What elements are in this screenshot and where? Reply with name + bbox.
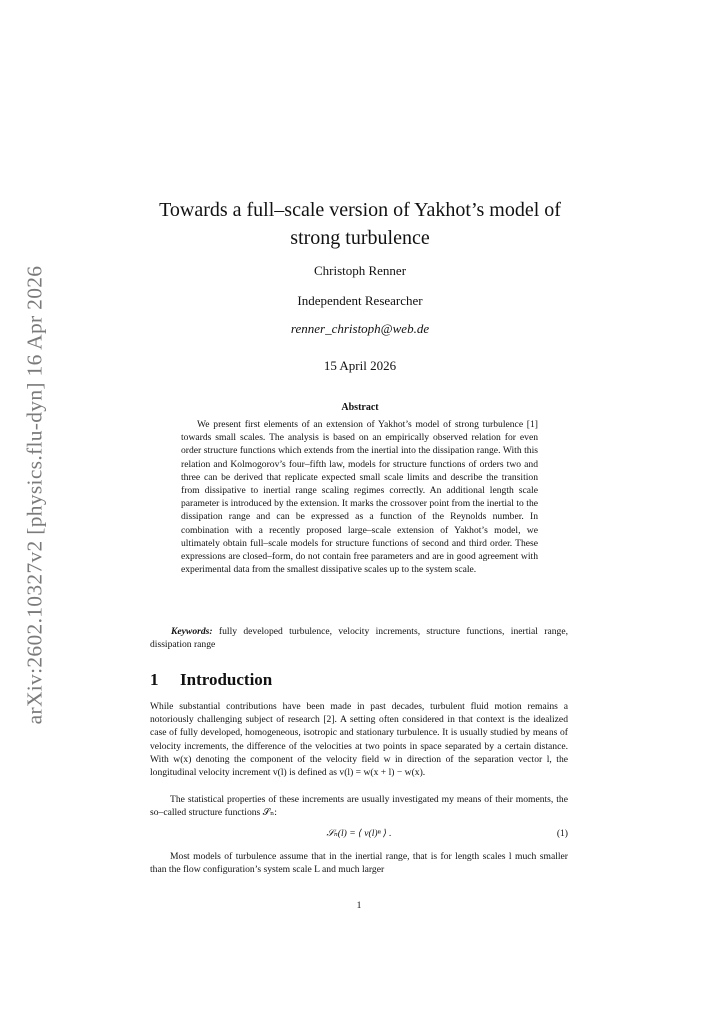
- section-title: Introduction: [180, 670, 273, 689]
- keywords: [150, 625, 568, 651]
- equation-1: [150, 828, 568, 842]
- author-email: renner_christoph@web.de: [290, 321, 430, 336]
- page-number: 1: [356, 900, 362, 911]
- keywords-text: fully developed turbulence, velocity increments, structure functions, inertial range, dissipation range: [150, 626, 568, 650]
- arxiv-identifier-text: arXiv:2602.10327v2 [physics.flu-dyn] 16 Apr 2026: [22, 265, 47, 725]
- abstract-heading: Abstract: [341, 402, 379, 413]
- keywords-label: Keywords:: [171, 626, 213, 637]
- section-number: 1: [150, 670, 159, 689]
- abstract-text: We present first elements of an extension of Yakhot’s model of strong turbulence [1] towards small scales. The analysis is based on an empirically observed relation for even order structure functions which extends from the inertial into the dissipation range. With this relation and Kolmogorov’s four–fifth law, models for structure functions of orders two and three can be derived that replicate expected small scale limits and describe the transition from dissipative to inertial range scaling regimes correctly. An additional length scale parameter is introduced by the extension. It marks the crossover point from the inertial to the dissipation range and can be expressed as a function of the Reynolds number. In combination with a recently proposed large–scale extension of Yakhot’s model, we ultimately obtain full–scale models for structure functions of second and third order. These expressions are closed–form, do not contain free parameters and are in good agreement with experimental data from the smallest dissipative scales up to the system scale.: [181, 419, 538, 576]
- section-heading: [150, 670, 272, 690]
- author-affiliation: Independent Researcher: [297, 293, 423, 308]
- equation-body: 𝒮ₙ(l) = ⟨ v(l)ⁿ ⟩ .: [326, 828, 392, 839]
- paper-date: 15 April 2026: [323, 358, 397, 373]
- intro-paragraph-2: The statistical properties of these increments are usually investigated my means of their moments, the so–called structure functions 𝒮ₙ:: [150, 794, 568, 819]
- equation-number: (1): [556, 828, 568, 839]
- author-name: Christoph Renner: [313, 263, 407, 278]
- intro-paragraph-3: Most models of turbulence assume that in the inertial range, that is for length scales l much smaller than the flow configuration’s system scale L and much larger: [150, 851, 568, 876]
- intro-paragraph-1: While substantial contributions have been made in past decades, turbulent fluid motion remains a notoriously challenging subject of research [2]. A setting often considered in that context is the idealized case of fully developed, homogeneous, isotropic and stationary turbulence. It is usually studied by means of velocity increments, the difference of the velocities at two points in space separated by a certain distance. With w(x) denoting the component of the velocity field w in direction of the separation vector l, the longitudinal velocity increment v(l) is defined as v(l) = w(x + l) − w(x).: [150, 701, 568, 779]
- arxiv-identifier: [18, 252, 52, 738]
- paper-title: Towards a full–scale version of Yakhot’s model of strong turbulence: [159, 199, 561, 249]
